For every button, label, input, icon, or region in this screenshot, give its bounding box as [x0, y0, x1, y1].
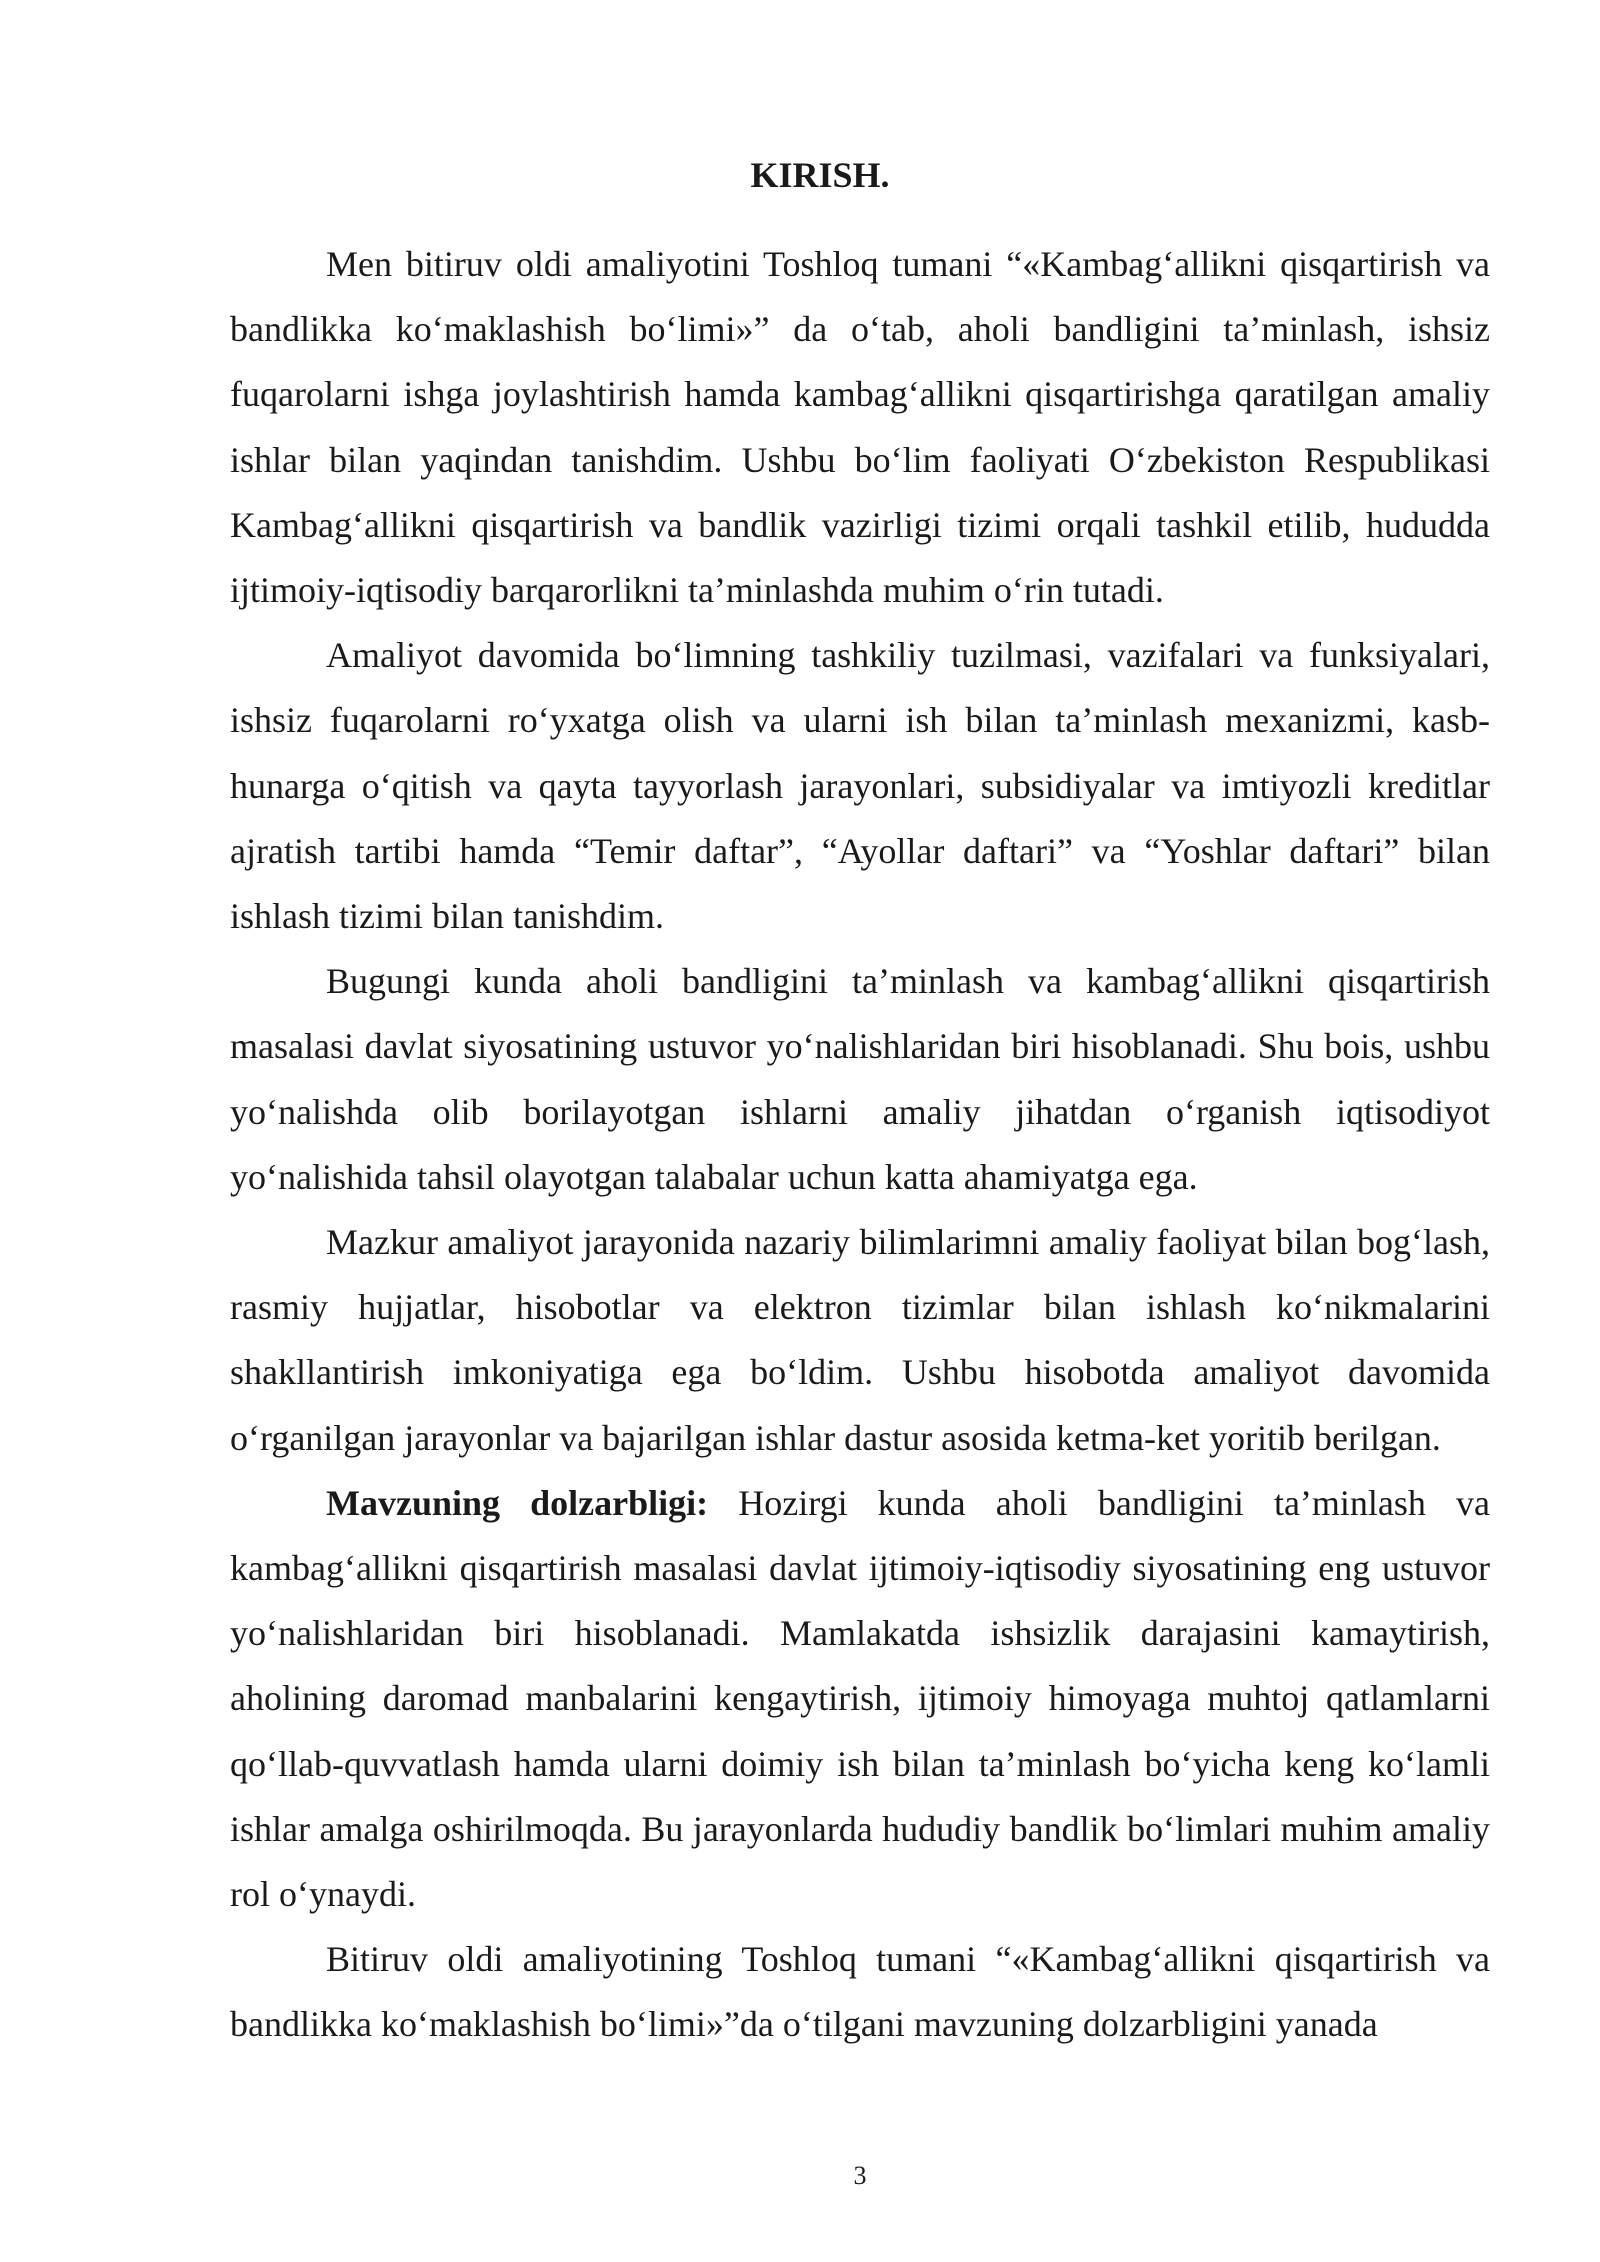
paragraph-2: Amaliyot davomida bo‘limning tashkiliy tuzilmasi, vazifalari va funksiyalari, ishsiz fuqarolarni ro‘yxatga olish va ularni ish bilan ta’minlash mexanizmi, kasb-hunarga o‘qitish va qayta tayyorlash jarayonlari, subsidiyalar va imtiyozli kreditlar ajratish tartibi hamda “Temir daftar”, “Ayollar daftari” va “Yoshlar daftari” bilan ishlash tizimi bilan tanishdim.	[230, 635, 1490, 937]
section-label-relevance: Mavzuning dolzarbligi:	[326, 1482, 709, 1523]
paragraph-4: Mazkur amaliyot jarayonida nazariy bilimlarimni amaliy faoliyat bilan bog‘lash, rasmiy hujjatlar, hisobotlar va elektron tizimlar bilan ishlash ko‘nikmalarini shakllantirish imkoniyatiga ega bo‘ldim. Ushbu hisobotda amaliyot davomida o‘rganilgan jarayonlar va bajarilgan ishlar dastur asosida ketma-ket yoritib berilgan.	[230, 1222, 1490, 1458]
paragraph-5-text: Hozirgi kunda aholi bandligini ta’minlash va kambag‘allikni qisqartirish masalasi davlat ijtimoiy-iqtisodiy siyosatining eng ustuvor yo‘nalishlaridan biri hisoblanadi. Mamlakatda ishsizlik darajasini kamaytirish, aholining daromad manbalarini kengaytirish, ijtimoiy himoyaga muhtoj qatlamlarni qo‘llab-quvvatlash hamda ularni doimiy ish bilan ta’minlash bo‘yicha keng ko‘lamli ishlar amalga oshirilmoqda. Bu jarayonlarda hududiy bandlik bo‘limlari muhim amaliy rol o‘ynaydi.	[230, 1482, 1490, 1915]
paragraph-1: Men bitiruv oldi amaliyotini Toshloq tumani “«Kambag‘allikni qisqartirish va bandlikka ko‘maklashish bo‘limi»” da o‘tab, aholi bandligini ta’minlash, ishsiz fuqarolarni ishga joylashtirish hamda kambag‘allikni qisqartirishga qaratilgan amaliy ishlar bilan yaqindan tanishdim. Ushbu bo‘lim faoliyati O‘zbekiston Respublikasi Kambag‘allikni qisqartirish va bandlik vazirligi tizimi orqali tashkil etilib, hududda ijtimoiy-iqtisodiy barqarorlikni ta’minlashda muhim o‘rin tutadi.	[230, 244, 1490, 611]
page-number: 3	[853, 2161, 867, 2190]
paragraph-3: Bugungi kunda aholi bandligini ta’minlash va kambag‘allikni qisqartirish masalasi davlat siyosatining ustuvor yo‘nalishlaridan biri hisoblanadi. Shu bois, ushbu yo‘nalishda olib borilayotgan ishlarni amaliy jihatdan o‘rganish iqtisodiyot yo‘nalishida tahsil olayotgan talabalar uchun katta ahamiyatga ega.	[230, 961, 1490, 1197]
paragraph-6: Bitiruv oldi amaliyotining Toshloq tumani “«Kambag‘allikni qisqartirish va bandlikka ko‘maklashish bo‘limi»”da o‘tilgani mavzuning dolzarbligini yanada	[230, 1939, 1490, 2045]
document-body	[230, 232, 1490, 2058]
paragraph-5	[230, 1471, 1490, 1927]
page-title: KIRISH.	[750, 155, 890, 195]
